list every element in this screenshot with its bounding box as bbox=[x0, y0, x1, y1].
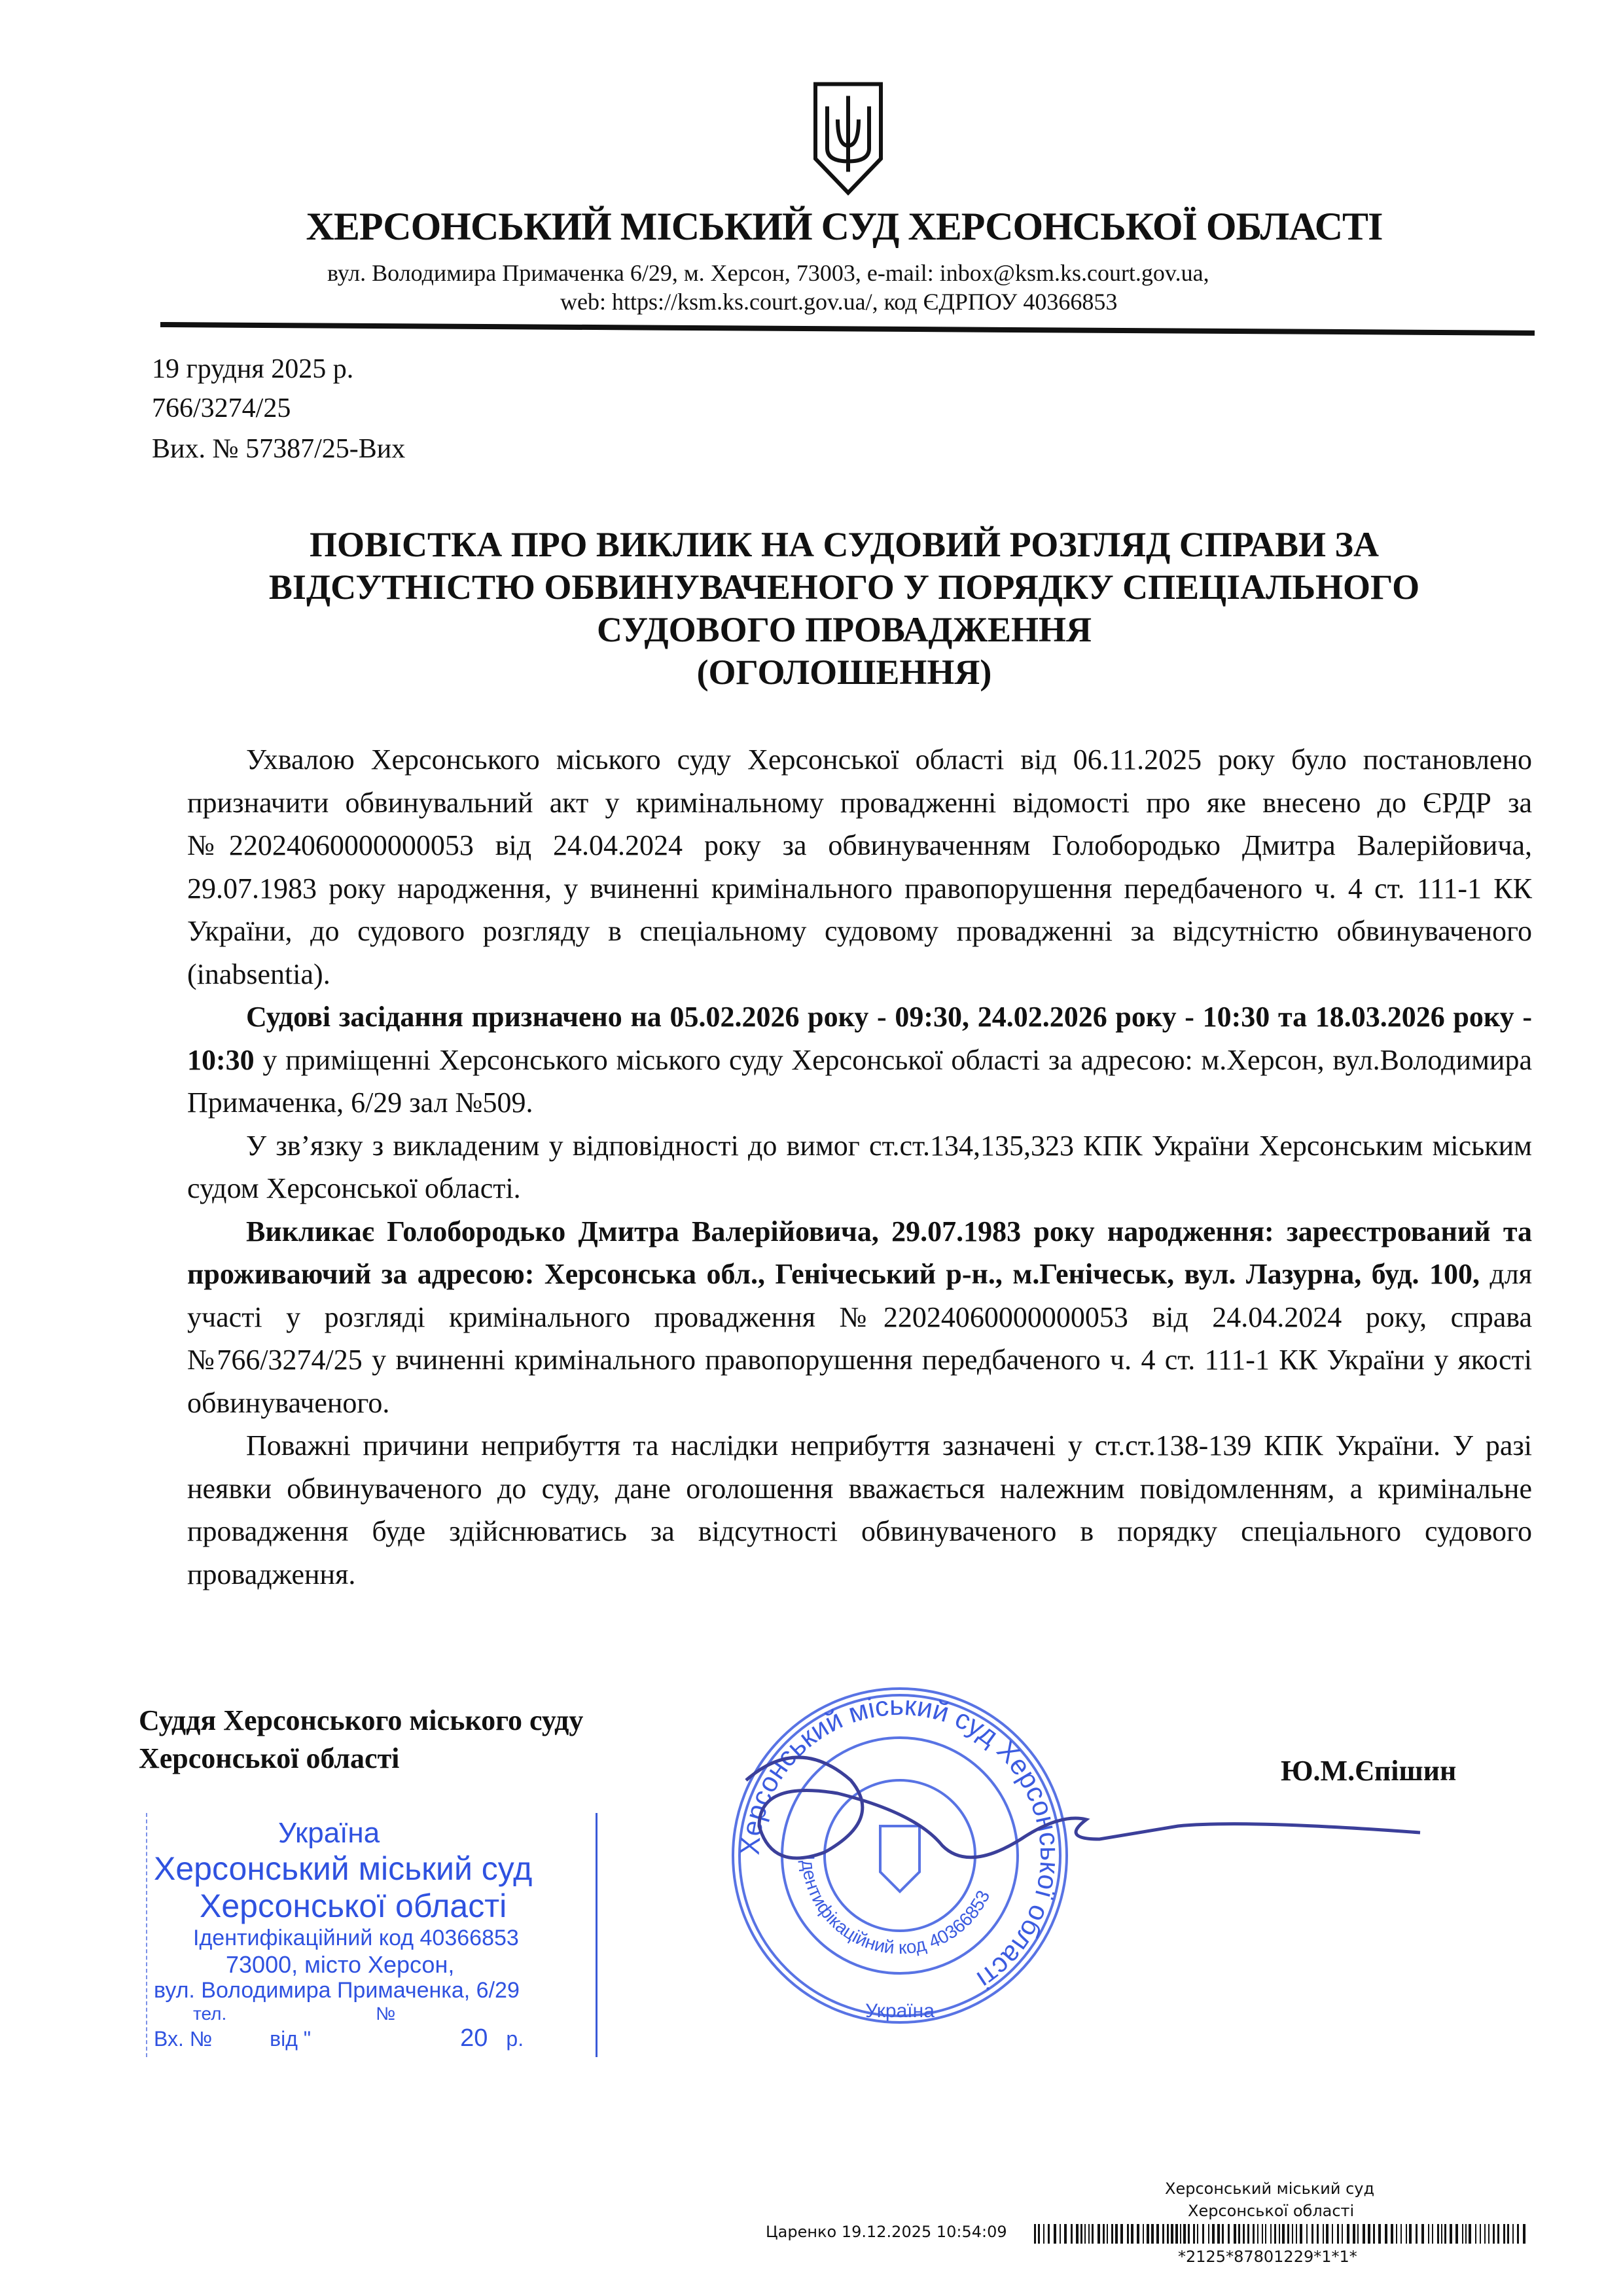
registration-stamp bbox=[146, 1813, 597, 2057]
barcode-bar bbox=[1208, 2224, 1209, 2244]
paragraph-ruling: Ухвалою Херсонського міського суду Херсонської області від 06.11.2025 року було постановлено призначити обвинувальний акт у кримінальному провадженні відомості про яке внесено до ЄРДР за №22024060000000053 від 24.04.2024 року за обвинуваченням Голобородько Дмитра Валерійовича, 29.07.1983 року народження, у вчиненні кримінального правопорушення передбаченого ч. 4 ст. 111-1 КК України, до судового розгляду в спеціальному судовому провадженні за відсутністю обвинуваченого (inabsentia). bbox=[187, 744, 1532, 990]
seal-bottom-text: Україна bbox=[865, 2000, 935, 2022]
barcode-bar bbox=[1156, 2224, 1159, 2244]
judge-name: Ю.М.Єпішин bbox=[1281, 1755, 1457, 1787]
stamp-tel: тел. bbox=[193, 2003, 227, 2024]
barcode-bar bbox=[1234, 2224, 1236, 2244]
barcode-bar bbox=[1043, 2224, 1044, 2244]
document-body bbox=[187, 738, 1532, 1596]
barcode-bar bbox=[1111, 2224, 1113, 2244]
barcode-bar bbox=[1253, 2224, 1255, 2244]
barcode-bar bbox=[1441, 2224, 1442, 2244]
stamp-city: 73000, місто Херсон, bbox=[226, 1950, 455, 1978]
barcode-bar bbox=[1465, 2224, 1467, 2244]
barcode-bar bbox=[1347, 2224, 1349, 2244]
barcode-bar bbox=[1317, 2224, 1319, 2244]
barcode-bar bbox=[1197, 2224, 1198, 2244]
heading-line: ПОВІСТКА ПРО ВИКЛИК НА СУДОВИЙ РОЗГЛЯД СПРАВИ ЗА bbox=[310, 525, 1379, 564]
barcode-bar bbox=[1243, 2224, 1245, 2244]
barcode-bar bbox=[1421, 2224, 1424, 2244]
summoned-person: Викликає Голобородько Дмитра Валерійовича, 29.07.1983 року народження: зареєстрований та проживаючий за адресою: Херсонська обл., Генічеський р-н., м.Генічеськ, вул. Лазурна, буд. 100, bbox=[187, 1215, 1532, 1290]
hearing-location: у приміщенні Херсонського міського суду Херсонської області за адресою: м.Херсон, вул.Володимира Примаченка, 6/29 зал №509. bbox=[187, 1043, 1532, 1119]
barcode-bar bbox=[1084, 2224, 1086, 2244]
barcode-bar bbox=[1455, 2224, 1458, 2244]
barcode-bar bbox=[1432, 2224, 1433, 2244]
footer-org-line2: Херсонської області bbox=[1188, 2202, 1355, 2220]
barcode-bar bbox=[1151, 2224, 1154, 2244]
stamp-tel-row bbox=[154, 2003, 589, 2024]
barcode-bar bbox=[1373, 2224, 1375, 2244]
barcode-bar bbox=[1428, 2224, 1429, 2244]
barcode-bar bbox=[1279, 2224, 1280, 2244]
heading-line: (ОГОЛОШЕННЯ) bbox=[696, 653, 992, 692]
barcode-bar bbox=[1147, 2224, 1149, 2244]
barcode-bar bbox=[1262, 2224, 1263, 2244]
barcode-bar bbox=[1300, 2224, 1302, 2244]
barcode-bar bbox=[1469, 2224, 1471, 2244]
barcode-bar bbox=[1167, 2224, 1169, 2244]
barcode-bar bbox=[1038, 2224, 1040, 2244]
barcode-bar bbox=[1311, 2224, 1313, 2244]
barcode-bar bbox=[1444, 2224, 1446, 2244]
barcode-bar bbox=[1391, 2224, 1393, 2244]
barcode-bar bbox=[1180, 2224, 1181, 2244]
barcode-bar bbox=[1416, 2224, 1418, 2244]
stamp-from: від " bbox=[270, 2027, 312, 2051]
stamp-in-no: Вх. № bbox=[154, 2027, 213, 2051]
barcode-bar bbox=[1357, 2224, 1359, 2244]
barcode-bar bbox=[1092, 2224, 1094, 2244]
barcode-bar bbox=[1450, 2224, 1452, 2244]
summons-purpose: для участі у розгляді кримінального провадження №22024060000000053 від 24.04.2024 року, справа №766/3274/25 у вчиненні кримінального правопорушення передбаченого ч. 4 ст. 111-1 КК України у якості обвинуваченого. bbox=[187, 1258, 1532, 1419]
stamp-year-suffix: р. bbox=[506, 2027, 524, 2051]
barcode-bar bbox=[1120, 2224, 1123, 2244]
barcode-bar bbox=[1306, 2224, 1308, 2244]
barcode-bar bbox=[1323, 2224, 1324, 2244]
barcode-bar bbox=[1212, 2224, 1215, 2244]
barcode-bar bbox=[1517, 2224, 1519, 2244]
barcode-bar bbox=[1287, 2224, 1289, 2244]
barcode bbox=[1034, 2224, 1526, 2244]
barcode-bar bbox=[1175, 2224, 1178, 2244]
stamp-line2: Херсонської області bbox=[200, 1888, 507, 1925]
stamp-code: Ідентифікаційний код 40366853 bbox=[193, 1925, 519, 1950]
barcode-bar bbox=[1257, 2224, 1258, 2244]
paragraph-consequences: Поважні причини неприбуття та наслідки неприбуття зазначені у ст.ст.138-139 КПК України. У разі неявки обвинуваченого до суду, дане оголошення вважається належним повідомленням, а кримінальне провадження буде здійснюватись за відсутності обвинуваченого в порядку спеціального судового провадження. bbox=[187, 1429, 1532, 1590]
barcode-number: *2125*87801229*1*1* bbox=[1178, 2248, 1357, 2266]
barcode-bar bbox=[1265, 2224, 1266, 2244]
seal-outer-text: Херсонський міський суд Херсонської області bbox=[734, 1689, 1066, 1996]
barcode-bar bbox=[1296, 2224, 1297, 2244]
barcode-bar bbox=[1064, 2224, 1067, 2244]
hearing-dates: Судові засідання призначено на 05.02.2026 року - 09:30, 24.02.2026 року - 10:30 та 18.03.2026 року - 10:30 bbox=[187, 1001, 1532, 1076]
barcode-bar bbox=[1396, 2224, 1397, 2244]
case-number: 766/3274/25 bbox=[152, 393, 291, 423]
paragraph-summons bbox=[187, 1210, 1532, 1425]
barcode-bar bbox=[1437, 2224, 1439, 2244]
clerk-timestamp: Царенко 19.12.2025 10:54:09 bbox=[766, 2223, 1007, 2241]
barcode-bar bbox=[1103, 2224, 1105, 2244]
barcode-bar bbox=[1488, 2224, 1489, 2244]
heading-line: СУДОВОГО ПРОВАДЖЕННЯ bbox=[597, 610, 1092, 649]
barcode-bar bbox=[1162, 2224, 1164, 2244]
heading-line: ВІДСУТНІСТЮ ОБВИНУВАЧЕНОГО У ПОРЯДКУ СПЕЦІАЛЬНОГО bbox=[268, 567, 1420, 607]
barcode-bar bbox=[1292, 2224, 1293, 2244]
barcode-bar bbox=[1115, 2224, 1118, 2244]
barcode-bar bbox=[1512, 2224, 1514, 2244]
barcode-bar bbox=[1107, 2224, 1108, 2244]
barcode-bar bbox=[1048, 2224, 1050, 2244]
barcode-bar bbox=[1188, 2224, 1190, 2244]
court-address: вул. Володимира Примаченка 6/29, м. Херсон, 73003, e-mail: inbox@ksm.ks.court.gov.ua, bbox=[327, 260, 1209, 286]
handwritten-signature bbox=[720, 1741, 1440, 1924]
barcode-bar bbox=[1076, 2224, 1079, 2244]
barcode-bar bbox=[1480, 2224, 1481, 2244]
footer-org-line1: Херсонський міський суд bbox=[1165, 2179, 1375, 2198]
barcode-bar bbox=[1363, 2224, 1365, 2244]
barcode-bar bbox=[1034, 2224, 1036, 2244]
barcode-bar bbox=[1238, 2224, 1240, 2244]
stamp-street: вул. Володимира Примаченка, 6/29 bbox=[154, 1978, 520, 2003]
barcode-bar bbox=[1222, 2224, 1224, 2244]
barcode-bar bbox=[1228, 2224, 1230, 2244]
barcode-bar bbox=[1493, 2224, 1495, 2244]
barcode-bar bbox=[1171, 2224, 1173, 2244]
barcode-bar bbox=[1326, 2224, 1329, 2244]
court-web: web: https://ksm.ks.court.gov.ua/, код ЄДРПОУ 40366853 bbox=[560, 289, 1118, 315]
barcode-bar bbox=[1183, 2224, 1186, 2244]
barcode-bar bbox=[1071, 2224, 1073, 2244]
barcode-bar bbox=[1143, 2224, 1144, 2244]
barcode-bar bbox=[1462, 2224, 1463, 2244]
header-divider bbox=[160, 322, 1535, 336]
barcode-bar bbox=[1193, 2224, 1195, 2244]
barcode-bar bbox=[1131, 2224, 1133, 2244]
document-heading bbox=[170, 524, 1518, 694]
barcode-bar bbox=[1353, 2224, 1355, 2244]
barcode-bar bbox=[1217, 2224, 1220, 2244]
barcode-bar bbox=[1137, 2224, 1139, 2244]
position-line: Херсонської області bbox=[139, 1742, 400, 1774]
barcode-bar bbox=[1342, 2224, 1343, 2244]
trident-icon bbox=[809, 79, 887, 200]
barcode-bar bbox=[1060, 2224, 1061, 2244]
barcode-bar bbox=[1484, 2224, 1486, 2244]
barcode-bar bbox=[1409, 2224, 1412, 2244]
stamp-country: Україна bbox=[278, 1817, 380, 1849]
barcode-bar bbox=[1503, 2224, 1505, 2244]
barcode-bar bbox=[1523, 2224, 1525, 2244]
court-name: ХЕРСОНСЬКИЙ МІСЬКИЙ СУД ХЕРСОНСЬКОЇ ОБЛАСТІ bbox=[306, 205, 1383, 248]
outgoing-number: Вих. № 57387/25-Вих bbox=[152, 434, 406, 464]
barcode-bar bbox=[1247, 2224, 1249, 2244]
barcode-bar bbox=[1400, 2224, 1402, 2244]
barcode-bar bbox=[1337, 2224, 1339, 2244]
stamp-line1: Херсонський міський суд bbox=[154, 1850, 533, 1887]
position-line: Суддя Херсонського міського суду bbox=[139, 1704, 584, 1736]
barcode-bar bbox=[1097, 2224, 1100, 2244]
paragraph-hearings bbox=[187, 996, 1532, 1124]
seal-inner-text: Ідентифікаційний код 40366853 bbox=[797, 1855, 994, 1958]
barcode-bar bbox=[1332, 2224, 1333, 2244]
barcode-bar bbox=[1054, 2224, 1056, 2244]
judge-position bbox=[139, 1702, 583, 1778]
barcode-bar bbox=[1202, 2224, 1204, 2244]
stamp-no: № bbox=[376, 2003, 396, 2024]
paragraph-legal-basis: У зв’язку з викладеним у відповідності до вимог ст.ст.134,135,323 КПК України Херсонським міським судом Херсонської області. bbox=[187, 1129, 1532, 1204]
barcode-bar bbox=[1368, 2224, 1370, 2244]
barcode-bar bbox=[1507, 2224, 1509, 2244]
barcode-bar bbox=[1274, 2224, 1276, 2244]
stamp-year: 20 bbox=[460, 2024, 488, 2053]
barcode-bar bbox=[1270, 2224, 1272, 2244]
barcode-bar bbox=[1127, 2224, 1129, 2244]
barcode-bar bbox=[1385, 2224, 1387, 2244]
barcode-bar bbox=[1475, 2224, 1476, 2244]
barcode-bar bbox=[1282, 2224, 1285, 2244]
document-date: 19 грудня 2025 р. bbox=[152, 354, 354, 384]
barcode-bar bbox=[1497, 2224, 1499, 2244]
barcode-bar bbox=[1406, 2224, 1407, 2244]
barcode-bar bbox=[1378, 2224, 1381, 2244]
stamp-incoming-row bbox=[154, 2024, 589, 2053]
barcode-bar bbox=[1088, 2224, 1090, 2244]
barcode-bar bbox=[1080, 2224, 1082, 2244]
